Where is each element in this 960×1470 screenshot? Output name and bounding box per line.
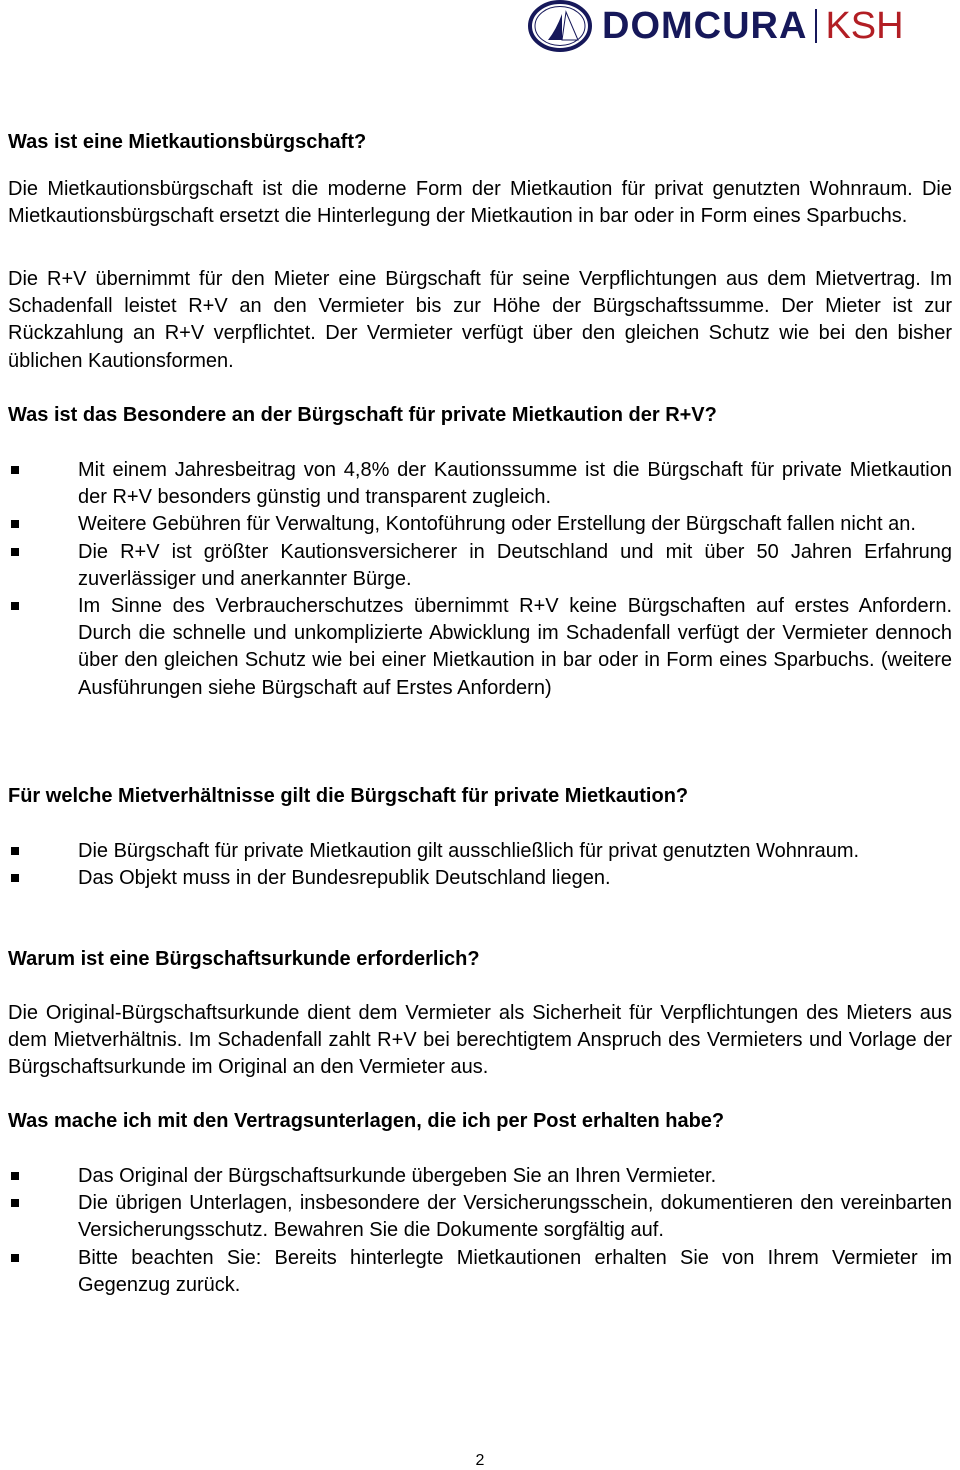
bullet-icon (11, 1172, 19, 1180)
list-documents (8, 1163, 952, 1299)
logo-suffix: KSH (825, 4, 904, 47)
logo-divider (815, 9, 817, 43)
sail-emblem-icon (526, 0, 594, 52)
list-item (8, 1190, 952, 1244)
heading-what-is: Was ist eine Mietkautionsbürgschaft? (8, 131, 367, 153)
bullet-icon (11, 548, 19, 556)
bullet-icon (11, 1199, 19, 1207)
list-special (8, 457, 952, 702)
heading-documents: Was mache ich mit den Vertragsunterlagen, die ich per Post erhalten habe? (8, 1110, 725, 1132)
bullet-icon (11, 602, 19, 610)
bullet-icon (11, 520, 19, 528)
list-item (8, 838, 952, 865)
list-item-text: Weitere Gebühren für Verwaltung, Kontoführung oder Erstellung der Bürgschaft fallen nicht an. (78, 513, 916, 536)
heading-which-rentals: Für welche Mietverhältnisse gilt die Bürgschaft für private Mietkaution? (8, 785, 689, 807)
list-item-text: Das Original der Bürgschaftsurkunde übergeben Sie an Ihren Vermieter. (78, 1165, 717, 1187)
heading-special: Was ist das Besondere an der Bürgschaft für private Mietkaution der R+V? (8, 404, 717, 426)
list-item (8, 865, 952, 892)
list-item-text: Bitte beachten Sie: Bereits hinterlegte Mietkautionen erhalten Sie von Ihrem Vermieter im Gegenzug zurück. (78, 1246, 952, 1296)
domcura-ksh-logo (526, 0, 956, 52)
list-item (8, 539, 952, 593)
bullet-icon (11, 1254, 19, 1262)
list-item-text: Im Sinne des Verbraucherschutzes übernimmt R+V keine Bürgschaften auf erstes Anfordern. Durch die schnelle und unkomplizierte Abwicklung im Schadenfall verfügt der Vermieter dennoch über den gleichen Schutz wie bei einer Mietkaution in bar oder in Form eines Sparbuchs. (weitere Ausführungen siehe Bürgschaft auf Erstes Anfordern) (78, 595, 952, 699)
list-item (8, 457, 952, 511)
heading-why-certificate: Warum ist eine Bürgschaftsurkunde erforderlich? (8, 948, 480, 970)
list-item-text: Mit einem Jahresbeitrag von 4,8% der Kautionssumme ist die Bürgschaft für private Mietkaution der R+V besonders günstig und transparent zugleich. (78, 459, 952, 509)
logo-brand: DOMCURA (602, 4, 808, 47)
list-item-text: Die R+V ist größter Kautionsversicherer in Deutschland und mit über 50 Jahren Erfahrung zuverlässiger und anerkannter Bürge. (78, 540, 952, 590)
bullet-icon (11, 466, 19, 474)
paragraph-intro-1: Die Mietkautionsbürgschaft ist die moderne Form der Mietkaution für privat genutzten Wohnraum. Die Mietkautionsbürgschaft ersetzt die Hinterlegung der Mietkaution in bar oder in Form eines Sparbuchs. (8, 178, 952, 228)
list-rentals (8, 838, 952, 892)
paragraph-certificate: Die Original-Bürgschaftsurkunde dient dem Vermieter als Sicherheit für Verpflichtungen des Mieters aus dem Mietverhältnis. Im Schadenfall zahlt R+V bei berechtigtem Anspruch des Vermieters und Vorlage der Bürgschaftsurkunde im Original an den Vermieter aus. (8, 1002, 952, 1079)
list-item-text: Die Bürgschaft für private Mietkaution gilt ausschließlich für privat genutzten Wohnraum. (78, 840, 860, 862)
list-item (8, 593, 952, 702)
list-item (8, 1245, 952, 1299)
paragraph-intro-2: Die R+V übernimmt für den Mieter eine Bürgschaft für seine Verpflichtungen aus dem Mietvertrag. Im Schadenfall leistet R+V an den Vermieter bis zur Höhe der Bürgschaftssumme. Der Mieter ist zur Rückzahlung an R+V verpflichtet. Der Vermieter verfügt über den gleichen Schutz wie bei den bisher üblichen Kautionsformen. (8, 268, 952, 372)
bullet-icon (11, 874, 19, 882)
list-item-text: Das Objekt muss in der Bundesrepublik Deutschland liegen. (78, 867, 611, 890)
list-item-text: Die übrigen Unterlagen, insbesondere der Versicherungsschein, dokumentieren den vereinbarten Versicherungsschutz. Bewahren Sie die Dokumente sorgfältig auf. (78, 1192, 952, 1242)
list-item (8, 1163, 952, 1190)
bullet-icon (11, 847, 19, 855)
list-item (8, 511, 952, 538)
page-number: 2 (475, 1452, 485, 1469)
